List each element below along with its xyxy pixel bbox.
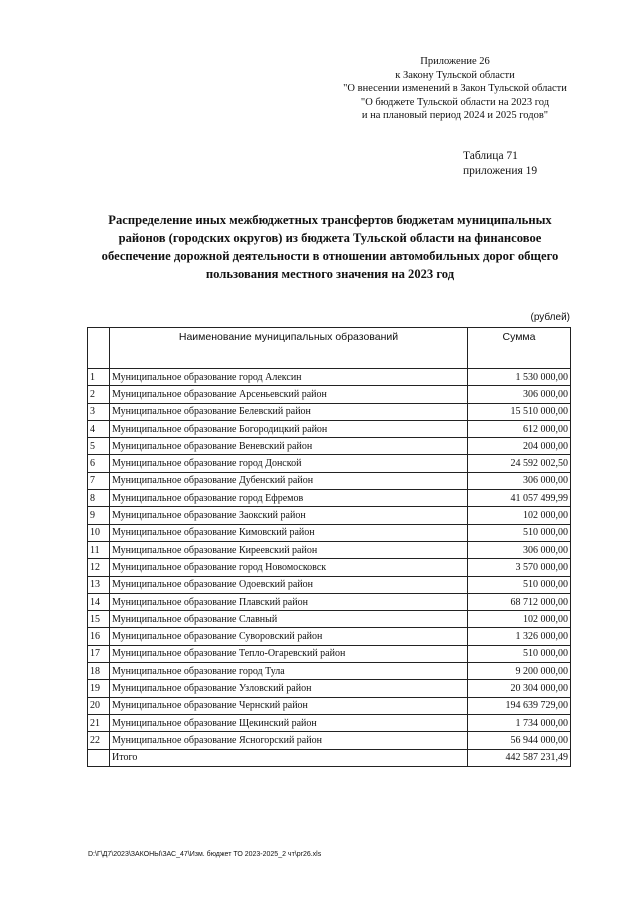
table-ref-line: Таблица 71 [463, 150, 518, 162]
table-row [88, 403, 571, 420]
cell-sum: 15 510 000,00 [468, 403, 571, 420]
cell-sum: 68 712 000,00 [468, 593, 571, 610]
cell-number: 7 [88, 472, 110, 489]
table-row [88, 645, 571, 662]
cell-number: 8 [88, 490, 110, 507]
cell-name: Муниципальное образование Арсеньевский район [110, 386, 468, 403]
cell-sum: 306 000,00 [468, 472, 571, 489]
cell-sum: 41 057 499,99 [468, 490, 571, 507]
cell-number: 16 [88, 628, 110, 645]
header-num [88, 328, 110, 369]
cell-sum: 1 326 000,00 [468, 628, 571, 645]
cell-name: Муниципальное образование Кимовский район [110, 524, 468, 541]
table-row [88, 369, 571, 386]
table-row [88, 559, 571, 576]
cell-sum: 1 530 000,00 [468, 369, 571, 386]
header-name: Наименование муниципальных образований [110, 328, 468, 369]
cell-name: Муниципальное образование город Тула [110, 663, 468, 680]
total-row [88, 749, 571, 766]
cell-name: Муниципальное образование город Новомосковск [110, 559, 468, 576]
table-row [88, 472, 571, 489]
cell-sum: 204 000,00 [468, 438, 571, 455]
cell-number: 1 [88, 369, 110, 386]
cell-name: Муниципальное образование Суворовский район [110, 628, 468, 645]
cell-sum: 306 000,00 [468, 386, 571, 403]
appendix-line: и на плановый период 2024 и 2025 годов" [361, 110, 549, 122]
table-row [88, 420, 571, 437]
cell-name: Муниципальное образование Славный [110, 611, 468, 628]
cell-name: Муниципальное образование город Алексин [110, 369, 468, 386]
cell-name: Муниципальное образование Тепло-Огаревский район [110, 645, 468, 662]
cell-name: Муниципальное образование Чернский район [110, 697, 468, 714]
cell-number [88, 749, 110, 766]
cell-name: Муниципальное образование Одоевский район [110, 576, 468, 593]
transfers-table [87, 327, 571, 767]
cell-name: Муниципальное образование Богородицкий район [110, 420, 468, 437]
cell-sum: 102 000,00 [468, 611, 571, 628]
cell-sum: 510 000,00 [468, 524, 571, 541]
cell-sum: 24 592 002,50 [468, 455, 571, 472]
cell-name: Муниципальное образование Узловский район [110, 680, 468, 697]
cell-name: Муниципальное образование Веневский район [110, 438, 468, 455]
appendix-line: "О внесении изменений в Закон Тульской области [343, 83, 567, 95]
cell-name: Муниципальное образование Ясногорский район [110, 732, 468, 749]
cell-name: Муниципальное образование Заокский район [110, 507, 468, 524]
cell-name: Муниципальное образование Дубенский район [110, 472, 468, 489]
table-row [88, 680, 571, 697]
cell-number: 2 [88, 386, 110, 403]
cell-sum: 3 570 000,00 [468, 559, 571, 576]
table-ref-line: приложения 19 [463, 165, 538, 177]
cell-number: 11 [88, 541, 110, 558]
table-row [88, 490, 571, 507]
appendix-line: Приложение 26 [420, 56, 490, 67]
file-path-footer: D:\Г\Д7\2023\ЗАКОНЫ\ЗАС_47\Изм. бюджет ТО 2023-2025_2 чт\pr26.xls [88, 851, 322, 858]
table-row [88, 507, 571, 524]
cell-number: 9 [88, 507, 110, 524]
cell-name: Муниципальное образование город Донской [110, 455, 468, 472]
table-row [88, 628, 571, 645]
cell-number: 17 [88, 645, 110, 662]
table-row [88, 541, 571, 558]
cell-number: 19 [88, 680, 110, 697]
table-row [88, 611, 571, 628]
cell-number: 14 [88, 593, 110, 610]
cell-sum: 102 000,00 [468, 507, 571, 524]
cell-sum: 612 000,00 [468, 420, 571, 437]
table-row [88, 593, 571, 610]
table-row [88, 663, 571, 680]
appendix-line: к Закону Тульской области [395, 69, 515, 81]
cell-number: 15 [88, 611, 110, 628]
table-row [88, 455, 571, 472]
cell-number: 21 [88, 714, 110, 731]
cell-sum: 56 944 000,00 [468, 732, 571, 749]
table-row [88, 576, 571, 593]
cell-sum: 1 734 000,00 [468, 714, 571, 731]
cell-sum: 510 000,00 [468, 576, 571, 593]
cell-number: 4 [88, 420, 110, 437]
cell-name: Муниципальное образование Белевский район [110, 403, 468, 420]
table-reference [463, 149, 537, 179]
cell-sum: 194 639 729,00 [468, 697, 571, 714]
cell-name: Муниципальное образование Плавский район [110, 593, 468, 610]
cell-number: 18 [88, 663, 110, 680]
cell-number: 12 [88, 559, 110, 576]
cell-number: 6 [88, 455, 110, 472]
cell-number: 5 [88, 438, 110, 455]
appendix-header [330, 55, 580, 123]
cell-name: Итого [110, 749, 468, 766]
cell-number: 20 [88, 697, 110, 714]
table-row [88, 438, 571, 455]
cell-name: Муниципальное образование Киреевский район [110, 541, 468, 558]
appendix-line: "О бюджете Тульской области на 2023 год [360, 96, 550, 108]
cell-name: Муниципальное образование Щекинский район [110, 714, 468, 731]
table-row [88, 697, 571, 714]
cell-sum: 510 000,00 [468, 645, 571, 662]
header-sum: Сумма [468, 328, 571, 369]
table-row [88, 524, 571, 541]
table-row [88, 714, 571, 731]
table-row [88, 386, 571, 403]
unit-label: (рублей) [530, 312, 570, 323]
document-title: Распределение иных межбюджетных трансфертов бюджетам муниципальных районов (городских округов) из бюджета Тульской области на финансовое обеспечение дорожной деятельности в отношении автомобильных дорог общего пользования местного значения на 2023 год [101, 213, 559, 281]
cell-sum: 306 000,00 [468, 541, 571, 558]
cell-name: Муниципальное образование город Ефремов [110, 490, 468, 507]
cell-number: 22 [88, 732, 110, 749]
cell-sum: 442 587 231,49 [468, 749, 571, 766]
table-header-row [88, 328, 571, 369]
cell-number: 10 [88, 524, 110, 541]
table-row [88, 732, 571, 749]
cell-number: 13 [88, 576, 110, 593]
cell-sum: 20 304 000,00 [468, 680, 571, 697]
cell-sum: 9 200 000,00 [468, 663, 571, 680]
cell-number: 3 [88, 403, 110, 420]
